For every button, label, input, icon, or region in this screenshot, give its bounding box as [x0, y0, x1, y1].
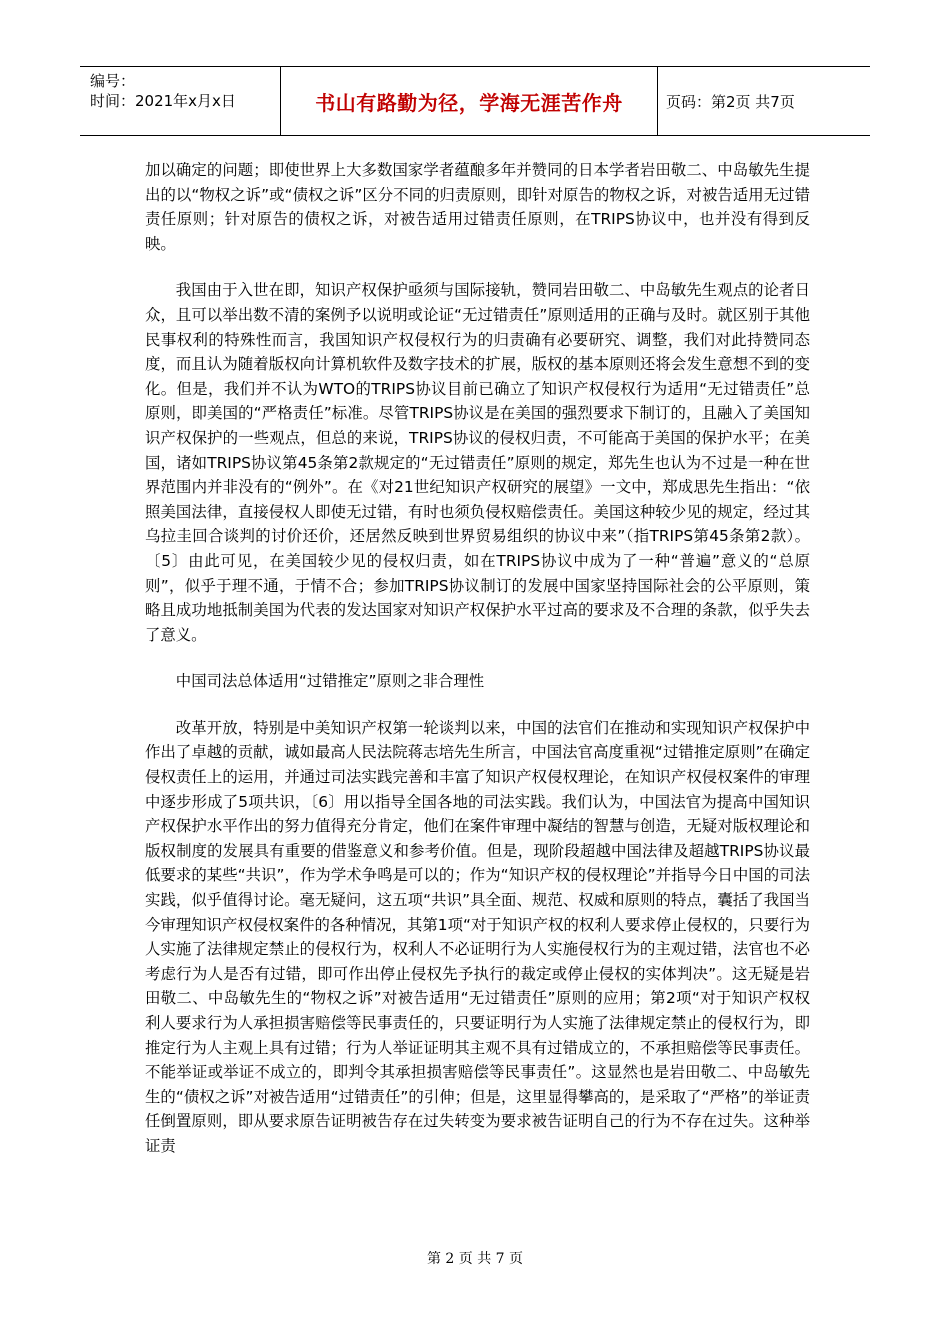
- section-heading: 中国司法总体适用“过错推定”原则之非合理性: [175, 672, 485, 691]
- header-page-label: 页码：第2页 共7页: [666, 92, 795, 111]
- header-info-cell: [80, 67, 281, 135]
- header-page-cell: [658, 67, 870, 135]
- header-motto: 书山有路勤为径，学海无涯苦作舟: [315, 90, 623, 115]
- document-body: [145, 158, 810, 1181]
- page-footer: 第 2 页 共 7 页: [426, 1251, 524, 1267]
- header-motto-cell: [281, 67, 658, 135]
- document-time-label: 时间：2021年x月x日: [90, 92, 236, 110]
- paragraph-judicial-practice: 改革开放，特别是中美知识产权第一轮谈判以来，中国的法官们在推动和实现知识产权保护中作出了卓越的贡献，诚如最高人民法院蒋志培先生所言，中国法官高度重视“过错推定原则”在确定侵权责任上的运用，并通过司法实践完善和丰富了知识产权侵权理论，在知识产权侵权案件的审理中逐步形成了5项共识，〔6〕用以指导全国各地的司法实践。我们认为，中国法官为提高中国知识产权保护水平作出的努力值得充分肯定，他们在案件审理中凝结的智慧与创造，无疑对版权理论和版权制度的发展具有重要的借鉴意义和参考价值。但是，现阶段超越中国法律及超越TRIPS协议最低要求的某些“共识”，作为学术争鸣是可以的；作为“知识产权的侵权理论”并指导今日中国的司法实践，似乎值得讨论。毫无疑问，这五项“共识”具全面、规范、权威和原则的特点，囊括了我国当今审理知识产权侵权案件的各种情况，其第1项“对于知识产权的权利人要求停止侵权的，只要行为人实施了法律规定禁止的侵权行为，权利人不必证明行为人实施侵权行为的主观过错，法官也不必考虑行为人是否有过错，即可作出停止侵权先予执行的裁定或停止侵权的实体判决”。这无疑是岩田敬二、中岛敏先生的“物权之诉”对被告适用“无过错责任”原则的应用；第2项“对于知识产权权利人要求行为人承担损害赔偿等民事责任的，只要证明行为人实施了法律规定禁止的侵权行为，即推定行为人主观上具有过错；行为人举证证明其主观不具有过错成立的，不承担赔偿等民事责任。不能举证或举证不成立的，即判令其承担损害赔偿等民事责任”。这显然也是岩田敬二、中岛敏先生的“债权之诉”对被告适用“过错责任”的引伸；但是，这里显得攀高的，是采取了“严格”的举证责任倒置原则，即从要求原告证明被告存在过失转变为要求被告证明自己的行为不存在过失。这种举证责: [145, 718, 810, 1155]
- document-number-label: 编号：: [90, 72, 136, 90]
- paragraph-trips-discussion: 我国由于入世在即，知识产权保护亟须与国际接轨，赞同岩田敬二、中岛敏先生观点的论者日众，且可以举出数不清的案例予以说明或论证“无过错责任”原则适用的正确与及时。就区别于其他民事权利的特殊性而言，我国知识产权侵权行为的归责确有必要研究、调整，我们对此持赞同态度，而且认为随着版权向计算机软件及数字技术的扩展，版权的基本原则还将会发生意想不到的变化。但是，我们并不认为WTO的TRIPS协议目前已确立了知识产权侵权行为适用“无过错责任”总原则，即美国的“严格责任”标准。尽管TRIPS协议是在美国的强烈要求下制订的，且融入了美国知识产权保护的一些观点，但总的来说，TRIPS协议的侵权归责，不可能高于美国的保护水平；在美国，诸如TRIPS协议第45条第2款规定的“无过错责任”原则的规定，郑先生也认为不过是一种在世界范围内并非没有的“例外”。在《对21世纪知识产权研究的展望》一文中，郑成思先生指出：“依照美国法律，直接侵权人即使无过错，有时也须负侵权赔偿责任。美国这种较少见的规定，经过其乌拉圭回合谈判的讨价还价，还居然反映到世界贸易组织的协议中来”（指TRIPS第45条第2款）。〔5〕由此可见，在美国较少见的侵权归责，如在TRIPS协议中成为了一种“普遍”意义的“总原则”，似乎于理不通，于情不合；参加TRIPS协议制订的发展中国家坚持国际社会的公平原则，策略且成功地抵制美国为代表的发达国家对知识产权保护水平过高的要求及不合理的条款，似乎失去了意义。: [145, 281, 810, 644]
- page-header: [80, 66, 870, 136]
- paragraph-continuation: 加以确定的问题；即使世界上大多数国家学者蕴酿多年并赞同的日本学者岩田敬二、中岛敏先生提出的以“物权之诉”或“债权之诉”区分不同的归责原则，即针对原告的物权之诉，对被告适用无过错责任原则；针对原告的债权之诉，对被告适用过错责任原则，在TRIPS协议中，也并没有得到反映。: [145, 161, 810, 253]
